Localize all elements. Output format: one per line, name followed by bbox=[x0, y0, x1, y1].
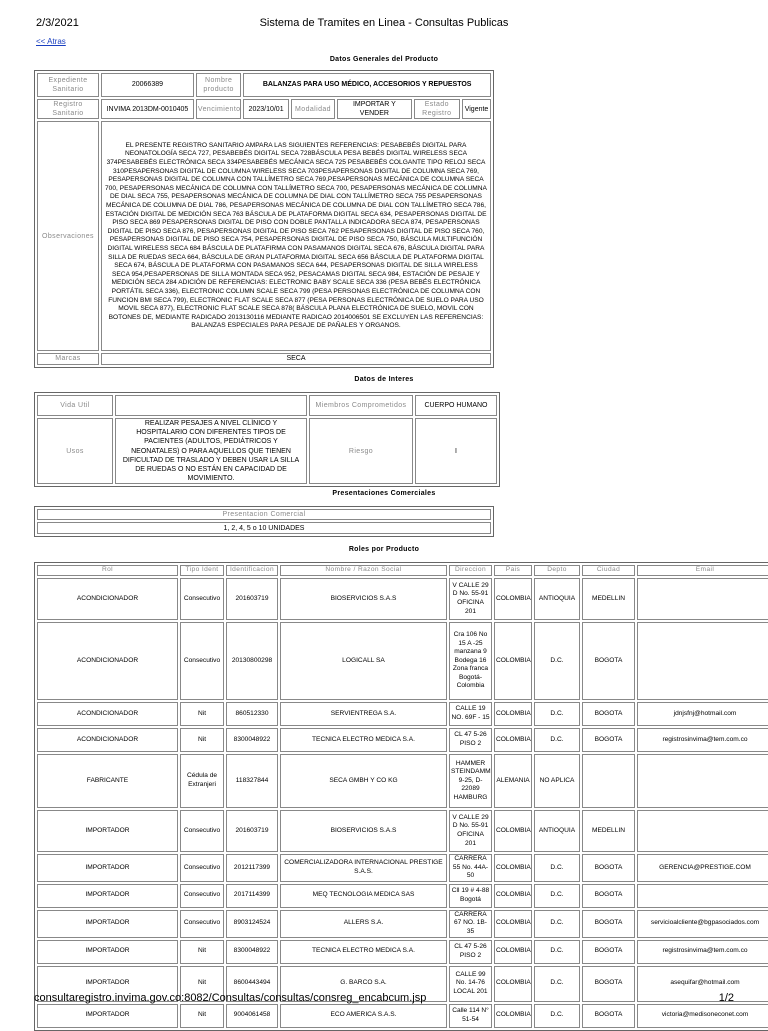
header-nombre: Nombre / Razon Social bbox=[280, 565, 447, 576]
value-registro: INVIMA 2013DM-0010405 bbox=[101, 99, 194, 119]
cell-identificacion: 860512330 bbox=[226, 702, 278, 726]
cell-identificacion: 8903124524 bbox=[226, 910, 278, 938]
cell-rol: FABRICANTE bbox=[37, 754, 178, 808]
cell-pais: ALEMANIA bbox=[494, 754, 532, 808]
role-row bbox=[37, 940, 768, 964]
header-depto: Depto bbox=[534, 565, 580, 576]
value-nombre-producto: BALANZAS PARA USO MÉDICO, ACCESORIOS Y REPUESTOS bbox=[243, 73, 491, 97]
cell-direccion: CALLE 19 NO. 69F - 15 bbox=[449, 702, 492, 726]
role-row bbox=[37, 702, 768, 726]
label-marcas: Marcas bbox=[37, 353, 99, 364]
cell-tipo-ident: Consecutivo bbox=[180, 910, 224, 938]
page-url: consultaregistro.invima.gov.co:8082/Consultas/consultas/consreg_encabcum.jsp bbox=[34, 992, 427, 1004]
cell-pais: COLOMBIA bbox=[494, 728, 532, 752]
role-row bbox=[37, 728, 768, 752]
cell-depto: D.C. bbox=[534, 702, 580, 726]
cell-nombre: ALLERS S.A. bbox=[280, 910, 447, 938]
cell-pais: COLOMBIA bbox=[494, 622, 532, 700]
cell-direccion: CARRERA 67 NO. 1B-35 bbox=[449, 910, 492, 938]
label-presentacion: Presentacion Comercial bbox=[37, 509, 491, 520]
header-email: Email bbox=[637, 565, 768, 576]
header-identificacion: Identificacion bbox=[226, 565, 278, 576]
cell-email: victoria@medisoneconet.com bbox=[637, 1004, 768, 1028]
value-miembros: CUERPO HUMANO bbox=[415, 395, 497, 416]
value-observaciones: EL PRESENTE REGISTRO SANITARIO AMPARA LAS SIGUIENTES REFERENCIAS: PESABEBÉS DIGITAL PARA NEONATOLOGÍA SECA 727, PESABEBÉS DIGITAL SECA 728BÁSCULA PESA BEBÉS DIGITAL WIRELESS SECA 374PESABEBÉS ELECTRÓNICA SECA 334PESABEBÉS MECÁNICA SECA 725 PESABEBÉS COLGANTE TIPO RELOJ SECA 310PESAPERSONAS DIGITAL DE COLUMNA WIRELESS SECA 703PESAPERSONAS DIGITAL DE COLUMNA SECA 769, PESAPERSONAS DIGITAL DE COLUMNA CON TALLÍMETRO SECA 769,PESAPERSONAS MECÁNICA DE COLUMNA SECA 700, PESAPERSONAS MECÁNICA DE COLUMNA CON TALLÍMETRO SECA 700, PESAPERSONAS MECÁNICA DE COLUMNA DE DIAL SECA 755, PESAPERSONAS MECÁNICA DE COLUMNA DE DIAL CON TALLÍMETRO SECA 755 PESAPERSONAS MECÁNICA DE COLUMNA DE DIAL 786, PESAPERSONAS MECÁNICA DE COLUMNA DE DIAL CON TALLÍMETRO SECA 786, ESTACIÓN DIGITAL DE MEDICIÓN SECA 763 BÁSCULA DE PLATAFORMA DIGITAL SECA 634, PESAPERSONAS DIGITAL DE PISO SECA 869 PESAPERSONAS DIGITAL DE PISO CON DOBLE PANTALLA INDICADORA SECA 874, PESAPERSONAS DIGITAL DE PISO SECA 876, PESAPERSONAS DIGITAL DE PISO SECA 762 PESAPERSONAS DIGITAL DE PISO SECA 760, PESAPERSONAS DIGITAL DE PISO SECA 754, PESAPERSONAS DIGITAL DE PISO SECA 750, BÁSCULA MULTIFUNCIÓN DIGITAL WIRELESS SECA 684 BÁSCULA DE PLATAFIRMA CON PASAMANOS DIGITAL SECA 676, BÁSCULA DIGITAL PARA SILLA DE RUEDAS SECA 664, BÁSCULA DE GRAN PLATAFORMA DIGITAL SECA 656 BÁSCULA DE PLATAFORMA DIGITAL SECA 674, BÁSCULA DE PLATAFORMA CON PASAMANOS SECA 644, PESAPERSONAS DIGITAL DE SILLA WIRELESS SECA 954,PESAPERSONAS DE SILLA MONTADA SECA 952, PESACAMAS DIGITAL SECA 984, ESTACIÓN DE PESAJE Y MEDICIÓN SECA 284 ADICIÓN DE REFERENCIAS: ELECTRONIC BABY SCALE SECA 336 (PESA BEBÉS ELECTRÓNICA PORTÁTIL SECA 336), ELECTRONIC COLUMN SCALE SECA 799 (PESA PERSONAS ELECTRÓNICA DE COLUMNA CON FUNCION BMI SECA 799), ELECTRONIC FLAT SCALE SECA 877 (PESA PERSONAS ELECTRÓNICA DE SUELO PARA USO MOVIL SECA 877), ELECTRONIC FLAT SCALE SECA 878( BÁSCULA PLANA ELECTRÓNICA DE SUELO, MOVIL CON BOTONES DE, MEDIANTE RADICADO 2013130116 MEDIANTE RADICAO 2014006501 SE EXCLUYEN LAS REFERENCIAS: BALANZAS ESPECIALES PARA PESAJE DE PAÑALES Y ORGANOS. bbox=[101, 121, 491, 351]
cell-ciudad: BOGOTA bbox=[582, 910, 635, 938]
label-vencimiento: Vencimiento bbox=[196, 99, 241, 119]
cell-ciudad: BOGOTA bbox=[582, 940, 635, 964]
label-expediente: Expediente Sanitario bbox=[37, 73, 99, 97]
cell-tipo-ident: Nit bbox=[180, 966, 224, 1002]
cell-nombre: BIOSERVICIOS S.A.S bbox=[280, 578, 447, 620]
section-title-presentaciones: Presentaciones Comerciales bbox=[332, 490, 436, 497]
cell-email bbox=[637, 884, 768, 908]
role-row bbox=[37, 854, 768, 882]
cell-depto: D.C. bbox=[534, 910, 580, 938]
page-title: Sistema de Tramites en Linea - Consultas Publicas bbox=[259, 17, 509, 29]
cell-nombre: LOGICALL SA bbox=[280, 622, 447, 700]
cell-email: registrosinvima@tem.com.co bbox=[637, 940, 768, 964]
label-estado: Estado Registro bbox=[414, 99, 460, 119]
value-vencimiento: 2023/10/01 bbox=[243, 99, 288, 119]
header-tipo-ident: Tipo Ident bbox=[180, 565, 224, 576]
cell-direccion: Calle 114 N° 51-54 bbox=[449, 1004, 492, 1028]
value-expediente: 20066389 bbox=[101, 73, 194, 97]
cell-ciudad: BOGOTA bbox=[582, 728, 635, 752]
header-pais: Pais bbox=[494, 565, 532, 576]
interes-table bbox=[34, 392, 500, 487]
cell-nombre: BIOSERVICIOS S.A.S bbox=[280, 810, 447, 852]
label-miembros: Miembros Comprometidos bbox=[309, 395, 413, 416]
cell-email bbox=[637, 810, 768, 852]
cell-ciudad bbox=[582, 754, 635, 808]
cell-pais: COLOMBIA bbox=[494, 910, 532, 938]
cell-rol: ACONDICIONADOR bbox=[37, 728, 178, 752]
cell-tipo-ident: Consecutivo bbox=[180, 578, 224, 620]
cell-rol: IMPORTADOR bbox=[37, 854, 178, 882]
cell-pais: COLOMBIA bbox=[494, 702, 532, 726]
role-row bbox=[37, 910, 768, 938]
cell-rol: IMPORTADOR bbox=[37, 1004, 178, 1028]
value-presentacion: 1, 2, 4, 5 o 10 UNIDADES bbox=[37, 522, 491, 534]
cell-ciudad: BOGOTA bbox=[582, 702, 635, 726]
cell-ciudad: BOGOTA bbox=[582, 854, 635, 882]
role-row bbox=[37, 810, 768, 852]
section-title-general: Datos Generales del Producto bbox=[329, 56, 439, 63]
label-riesgo: Riesgo bbox=[309, 418, 413, 484]
cell-ciudad: BOGOTA bbox=[582, 966, 635, 1002]
cell-direccion: Cll 19 # 4-88 Bogotá bbox=[449, 884, 492, 908]
print-footer bbox=[34, 992, 734, 1006]
back-link[interactable]: << Atras bbox=[36, 37, 66, 46]
cell-nombre: SECA GMBH Y CO KG bbox=[280, 754, 447, 808]
cell-email: jdnjsfnj@hotmail.com bbox=[637, 702, 768, 726]
cell-identificacion: 9004061458 bbox=[226, 1004, 278, 1028]
cell-pais: COLOMBIA bbox=[494, 884, 532, 908]
role-row bbox=[37, 884, 768, 908]
cell-rol: IMPORTADOR bbox=[37, 966, 178, 1002]
cell-depto: D.C. bbox=[534, 940, 580, 964]
cell-nombre: COMERCIALIZADORA INTERNACIONAL PRESTIGE S.A.S. bbox=[280, 854, 447, 882]
cell-pais: COLOMBIA bbox=[494, 578, 532, 620]
section-title-roles: Roles por Producto bbox=[348, 546, 420, 553]
value-marcas: SECA bbox=[101, 353, 491, 364]
cell-identificacion: 8300048922 bbox=[226, 940, 278, 964]
cell-identificacion: 118327844 bbox=[226, 754, 278, 808]
cell-tipo-ident: Cédula de Extranjeri bbox=[180, 754, 224, 808]
cell-pais: COLOMBIA bbox=[494, 966, 532, 1002]
roles-table bbox=[34, 562, 768, 1031]
cell-tipo-ident: Consecutivo bbox=[180, 622, 224, 700]
cell-email: asequifar@hotmail.com bbox=[637, 966, 768, 1002]
cell-rol: IMPORTADOR bbox=[37, 884, 178, 908]
cell-ciudad: MEDELLIN bbox=[582, 810, 635, 852]
cell-direccion: CARRERA 55 No. 44A-50 bbox=[449, 854, 492, 882]
cell-depto: NO APLICA bbox=[534, 754, 580, 808]
cell-ciudad: BOGOTA bbox=[582, 622, 635, 700]
label-observaciones: Observaciones bbox=[37, 121, 99, 351]
cell-nombre: G. BARCO S.A. bbox=[280, 966, 447, 1002]
cell-depto: ANTIOQUIA bbox=[534, 810, 580, 852]
cell-email: GERENCIA@PRESTIGE.COM bbox=[637, 854, 768, 882]
label-registro: Registro Sanitario bbox=[37, 99, 99, 119]
cell-rol: IMPORTADOR bbox=[37, 910, 178, 938]
header-rol: Rol bbox=[37, 565, 178, 576]
cell-rol: IMPORTADOR bbox=[37, 810, 178, 852]
cell-identificacion: 20130800298 bbox=[226, 622, 278, 700]
cell-tipo-ident: Nit bbox=[180, 940, 224, 964]
cell-email: servicioalcliente@bgpasociados.com bbox=[637, 910, 768, 938]
cell-nombre: SERVIENTREGA S.A. bbox=[280, 702, 447, 726]
cell-rol: IMPORTADOR bbox=[37, 940, 178, 964]
role-row bbox=[37, 754, 768, 808]
cell-direccion: CL 47 5-26 PISO 2 bbox=[449, 728, 492, 752]
label-modalidad: Modalidad bbox=[291, 99, 335, 119]
cell-nombre: TECNICA ELECTRO MEDICA S.A. bbox=[280, 728, 447, 752]
header-direccion: Direccion bbox=[449, 565, 492, 576]
cell-nombre: ECO AMERICA S.A.S. bbox=[280, 1004, 447, 1028]
cell-nombre: TECNICA ELECTRO MEDICA S.A. bbox=[280, 940, 447, 964]
cell-email bbox=[637, 622, 768, 700]
cell-depto: D.C. bbox=[534, 966, 580, 1002]
cell-tipo-ident: Consecutivo bbox=[180, 884, 224, 908]
role-row bbox=[37, 578, 768, 620]
cell-direccion: HAMMER STEINDAMM 9-25, D-22089 HAMBURG bbox=[449, 754, 492, 808]
cell-depto: D.C. bbox=[534, 728, 580, 752]
cell-depto: D.C. bbox=[534, 854, 580, 882]
cell-identificacion: 8600443494 bbox=[226, 966, 278, 1002]
cell-depto: D.C. bbox=[534, 884, 580, 908]
value-usos: REALIZAR PESAJES A NIVEL CLÍNICO Y HOSPITALARIO CON DIFERENTES TIPOS DE PACIENTES (ADULTOS, PEDIÁTRICOS Y NEONATALES) O PARA AQUELLOS QUE TIENEN DIFICULTAD DE TRASLADO Y DEBEN USAR LA SILLA DE RUEDAS O NO ESTÁN EN CAPACIDAD DE MOVIMIENTO. bbox=[115, 418, 307, 484]
cell-identificacion: 2017114399 bbox=[226, 884, 278, 908]
label-vida-util: Vida Util bbox=[37, 395, 113, 416]
value-estado: Vigente bbox=[462, 99, 491, 119]
cell-identificacion: 201603719 bbox=[226, 810, 278, 852]
cell-tipo-ident: Consecutivo bbox=[180, 810, 224, 852]
cell-depto: D.C. bbox=[534, 622, 580, 700]
cell-rol: ACONDICIONADOR bbox=[37, 578, 178, 620]
label-nombre-producto: Nombre producto bbox=[196, 73, 241, 97]
presentaciones-table bbox=[34, 506, 494, 537]
cell-email: registrosinvima@tem.com.co bbox=[637, 728, 768, 752]
cell-direccion: CL 47 5-26 PISO 2 bbox=[449, 940, 492, 964]
cell-rol: ACONDICIONADOR bbox=[37, 622, 178, 700]
cell-email bbox=[637, 754, 768, 808]
cell-tipo-ident: Consecutivo bbox=[180, 854, 224, 882]
cell-pais: COLOMBIA bbox=[494, 1004, 532, 1028]
cell-identificacion: 8300048922 bbox=[226, 728, 278, 752]
cell-pais: COLOMBIA bbox=[494, 810, 532, 852]
cell-email bbox=[637, 578, 768, 620]
value-vida-util bbox=[115, 395, 307, 416]
cell-tipo-ident: Nit bbox=[180, 702, 224, 726]
cell-direccion: CALLE 99 No. 14-76 LOCAL 201 bbox=[449, 966, 492, 1002]
cell-pais: COLOMBIA bbox=[494, 854, 532, 882]
role-row bbox=[37, 622, 768, 700]
header-ciudad: Ciudad bbox=[582, 565, 635, 576]
cell-ciudad: BOGOTA bbox=[582, 1004, 635, 1028]
cell-rol: ACONDICIONADOR bbox=[37, 702, 178, 726]
page-number: 1/2 bbox=[718, 992, 734, 1004]
value-modalidad: IMPORTAR Y VENDER bbox=[337, 99, 411, 119]
cell-identificacion: 201603719 bbox=[226, 578, 278, 620]
cell-identificacion: 2012117399 bbox=[226, 854, 278, 882]
cell-ciudad: MEDELLIN bbox=[582, 578, 635, 620]
general-table bbox=[34, 70, 494, 368]
cell-ciudad: BOGOTA bbox=[582, 884, 635, 908]
cell-direccion: Cra 106 No 15 A -25 manzana 9 Bodega 16 Zona franca Bogotá-Colombia bbox=[449, 622, 492, 700]
print-date: 2/3/2021 bbox=[36, 17, 79, 29]
cell-tipo-ident: Nit bbox=[180, 1004, 224, 1028]
cell-depto: ANTIOQUIA bbox=[534, 578, 580, 620]
cell-direccion: V CALLE 29 D No. 55-91 OFICINA 201 bbox=[449, 810, 492, 852]
section-title-interes: Datos de Interes bbox=[354, 376, 414, 383]
cell-direccion: V CALLE 29 D No. 55-91 OFICINA 201 bbox=[449, 578, 492, 620]
print-header bbox=[0, 17, 768, 31]
label-usos: Usos bbox=[37, 418, 113, 484]
cell-pais: COLOMBIA bbox=[494, 940, 532, 964]
value-riesgo: I bbox=[415, 418, 497, 484]
cell-nombre: MEQ TECNOLOGIA MEDICA SAS bbox=[280, 884, 447, 908]
cell-depto: D.C. bbox=[534, 1004, 580, 1028]
cell-tipo-ident: Nit bbox=[180, 728, 224, 752]
